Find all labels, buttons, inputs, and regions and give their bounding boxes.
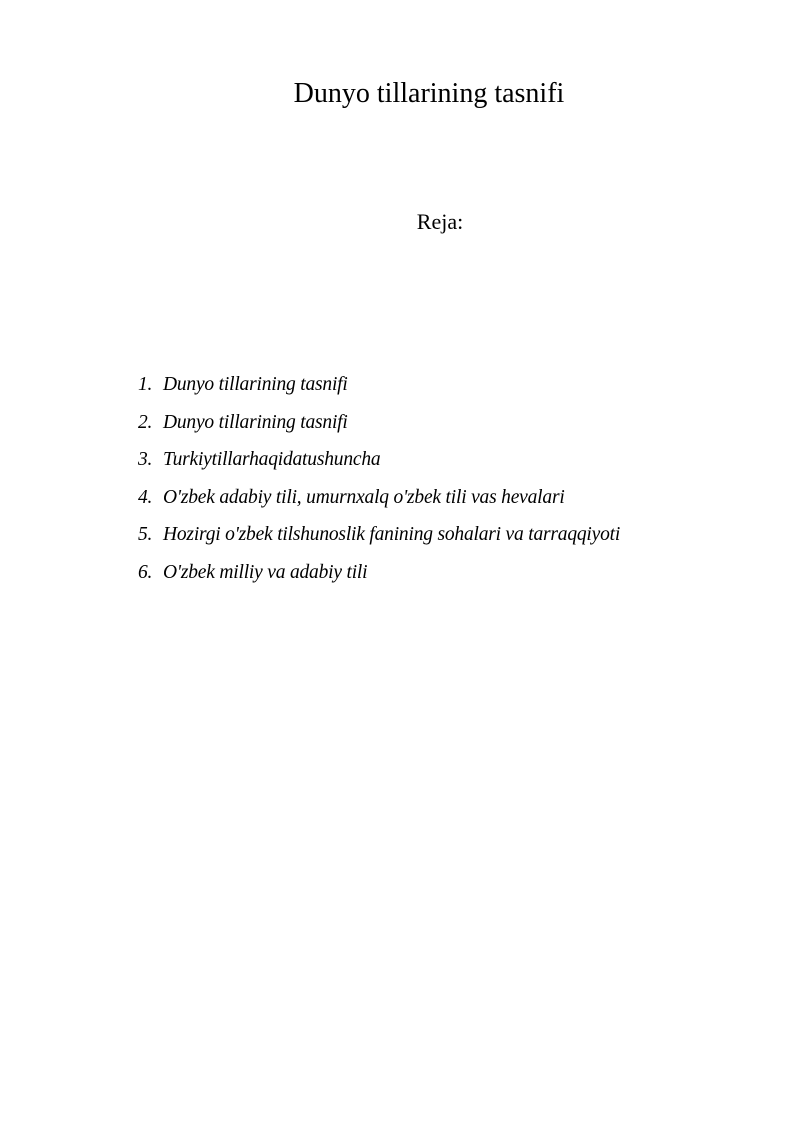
plan-item-number: 3. xyxy=(138,449,153,470)
plan-item-text: O'zbek milliy va adabiy tili xyxy=(163,561,368,583)
plan-item xyxy=(138,410,620,448)
plan-item xyxy=(138,560,620,598)
plan-item-text: Hozirgi o'zbek tilshunoslik fanining sohalari va tarraqqiyoti xyxy=(163,524,621,545)
document-title: Dunyo tillarining tasnifi xyxy=(293,78,565,109)
plan-item-text: Dunyo tillarining tasnifi xyxy=(163,374,348,395)
plan-item xyxy=(138,372,620,410)
plan-item-number: 1. xyxy=(138,374,153,395)
plan-item-number: 5. xyxy=(138,524,153,545)
plan-item-text: Dunyo tillarining tasnifi xyxy=(163,411,348,433)
plan-item xyxy=(138,522,620,560)
plan-list xyxy=(138,372,620,597)
plan-heading: Reja: xyxy=(416,209,464,234)
plan-item-number: 6. xyxy=(138,561,153,583)
plan-item xyxy=(138,485,620,523)
plan-item-text: Turkiytillarhaqidatushuncha xyxy=(163,449,381,470)
plan-item-number: 2. xyxy=(138,411,153,433)
plan-item-text: O'zbek adabiy tili, umurnxalq o'zbek tili vas hevalari xyxy=(163,486,565,508)
plan-item-number: 4. xyxy=(138,486,153,508)
plan-item xyxy=(138,447,620,485)
